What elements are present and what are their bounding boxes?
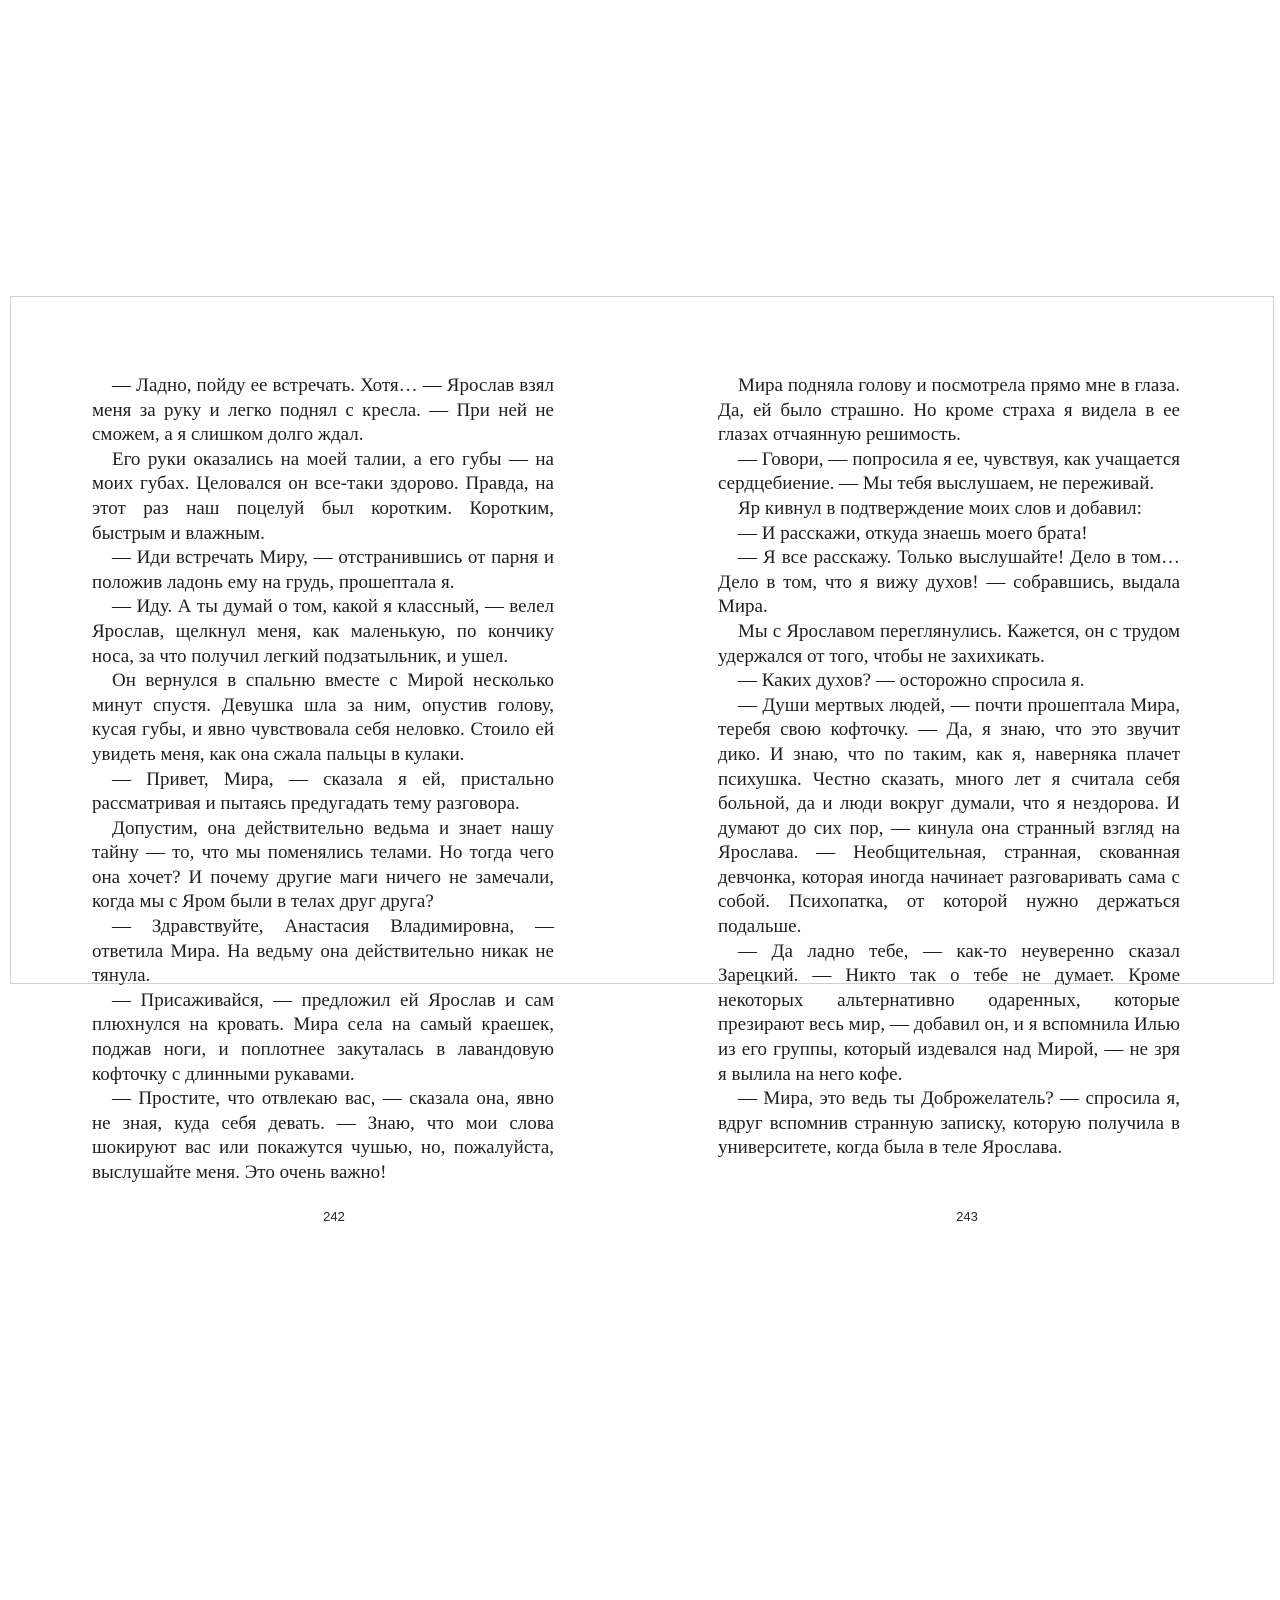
- paragraph: Его руки оказались на моей талии, а его губы — на моих губах. Целовался он все-таки здорово. Правда, на этот раз наш поцелуй был коротким. Коротким, быстрым и влажным.: [92, 448, 554, 544]
- paragraph: Допустим, она действительно ведьма и знает нашу тайну — то, что мы поменялись телами. Но тогда чего она хочет? И почему другие маги ничего не замечали, когда мы с Яром были в телах друг друга?: [92, 817, 554, 913]
- paragraph: — Мира, это ведь ты Доброжелатель? — спросила я, вдруг вспомнив странную записку, которую получила в университете, когда была в теле Ярослава.: [718, 1088, 1180, 1159]
- paragraph: — Иди встречать Миру, — отстранившись от парня и положив ладонь ему на грудь, прошептала я.: [92, 547, 554, 593]
- paragraph: — Да ладно тебе, — как-то неуверенно сказал Зарецкий. — Никто так о тебе не думает. Кроме некоторых альтернативно одаренных, которые презирают весь мир, — добавил он, и я вспомнила Илью из его группы, который издевался над Мирой, — не зря я вылила на него кофе.: [718, 940, 1180, 1085]
- page-number-left: 242: [323, 1209, 345, 1224]
- paragraph: Яр кивнул в подтверждение моих слов и добавил:: [738, 497, 1142, 519]
- paragraph: — Говори, — попросила я ее, чувствуя, как учащается сердцебиение. — Мы тебя выслушаем, не переживай.: [718, 448, 1180, 495]
- paragraph: — Ладно, пойду ее встречать. Хотя… — Ярослав взял меня за руку и легко поднял с кресла. — При ней не сможем, а я слишком долго ждал.: [92, 375, 554, 446]
- paragraph: — Здравствуйте, Анастасия Владимировна, — ответила Мира. На ведьму она действительно никак не тянула.: [92, 916, 554, 987]
- book-spread: [10, 296, 1274, 1224]
- paragraph: — Присаживайся, — предложил ей Ярослав и сам плюхнулся на кровать. Мира села на самый краешек, поджав ноги, и поплотнее закуталась в лавандовую кофточку с длинными рукавами.: [92, 989, 554, 1085]
- page-number-right: 243: [956, 1209, 978, 1224]
- paragraph: Он вернулся в спальню вместе с Мирой несколько минут спустя. Девушка шла за ним, опустив голову, кусая губы, и явно чувствовала себя неловко. Стоило ей увидеть меня, как она сжала пальцы в кулаки.: [92, 670, 554, 765]
- paragraph: — Души мертвых людей, — почти прошептала Мира, теребя свою кофточку. — Да, я знаю, что это звучит дико. И знаю, что по таким, как я, наверняка плачет психушка. Честно сказать, много лет я считала себя больной, да и люди вокруг думали, что я нездорова. И думают до сих пор, — кинула она странный взгляд на Ярослава. — Необщительная, странная, скованная девчонка, которая иногда начинает разговаривать сама с собой. Психопатка, от которой нужно держаться подальше.: [718, 694, 1180, 938]
- paragraph: — Иду. А ты думай о том, какой я классный, — велел Ярослав, щелкнул меня, как маленькую, по кончику носа, за что получил легкий подзатыльник, и ушел.: [92, 596, 554, 667]
- left-page: [92, 374, 554, 1186]
- paragraph: Мира подняла голову и посмотрела прямо мне в глаза. Да, ей было страшно. Но кроме страха я видела в ее глазах отчаянную решимость.: [718, 375, 1180, 446]
- paragraph: — Простите, что отвлекаю вас, — сказала она, явно не зная, куда себя девать. — Знаю, что мои слова шокируют вас или покажутся чушью, но, пожалуйста, выслушайте меня. Это очень важно!: [92, 1088, 554, 1183]
- paragraph: — И расскажи, откуда знаешь моего брата!: [738, 522, 1088, 544]
- right-page: [718, 374, 1180, 1161]
- paragraph: — Я все расскажу. Только выслушайте! Дело в том… Дело в том, что я вижу духов! — собравшись, выдала Мира.: [718, 547, 1180, 618]
- paragraph: — Привет, Мира, — сказала я ей, пристально рассматривая и пытаясь предугадать тему разговора.: [92, 768, 554, 815]
- paragraph: — Каких духов? — осторожно спросила я.: [738, 670, 1085, 692]
- paragraph: Мы с Ярославом переглянулись. Кажется, он с трудом удержался от того, чтобы не захихикать.: [718, 620, 1180, 667]
